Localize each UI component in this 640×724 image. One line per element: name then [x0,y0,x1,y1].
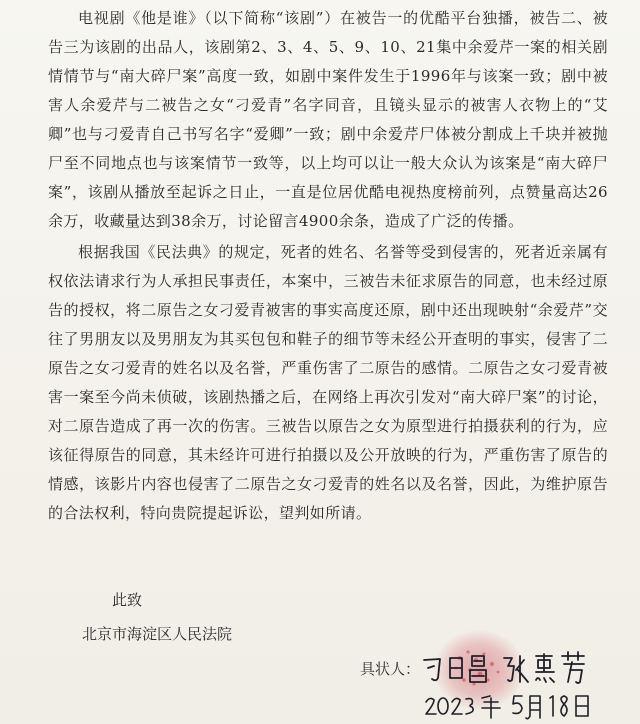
body-paragraph-2: 根据我国《民法典》的规定，死者的姓名、名誉等受到侵害的，死者近亲属有权依法请求行为人承担民事责任，本案中，三被告未征求原告的同意，也未经过原告的授权，将二原告之女刁爱青被害的事实高度还原，剧中还出现映射“余爱芹”交往了男朋友以及男朋友为其买包包和鞋子的细节等未经公开查明的事实，侵害了二原告之女刁爱青的姓名以及名誉，严重伤害了二原告的感情。二原告之女刁爱青被害一案至今尚未侦破，该剧热播之后，在网络上再次引发对“南大碎尸案”的讨论，对二原告造成了再一次的伤害。三被告以原告之女为原型进行拍摄获利的行为，应该征得原告的同意，其未经许可进行拍摄以及公开放映的行为，严重伤害了原告的情感，该影片内容也侵害了二原告之女刁爱青的姓名以及名誉，因此，为维护原告的合法权利，特向贵院提起诉讼，望判如所请。 [48,243,608,522]
closing-salutation: 此致 [112,591,143,609]
court-name: 北京市海淀区人民法院 [82,625,233,643]
signer-label: 具状人： [360,660,421,678]
body-paragraph-1: 电视剧《他是谁》（以下简称“该剧”）在被告一的优酷平台独播，被告二、被告三为该剧的出品人，该剧第2、3、4、5、9、10、21集中余爱芹一案的相关剧情情节与“南大碎尸案”高度一致，如剧中案件发生于1996年与该案一致；剧中被害人余爱芹与二被告之女“刁爱青”名字同音，且镜头显示的被害人衣物上的“艾卿”也与刁爱青自己书写名字“爱卿”一致；剧中余爱芹尸体被分割成上千块并被抛尸至不同地点也与该案情节一致等，以上均可以让一般大众认为该案是“南大碎尸案”，该剧从播放至起诉之日止，一直是位居优酷电视热度榜前列，点赞量高达26余万，收藏量达到38余万，讨论留言4900余条，造成了广泛的传播。 [48,9,608,230]
handwritten-signature [418,648,588,688]
handwritten-date [420,688,600,722]
